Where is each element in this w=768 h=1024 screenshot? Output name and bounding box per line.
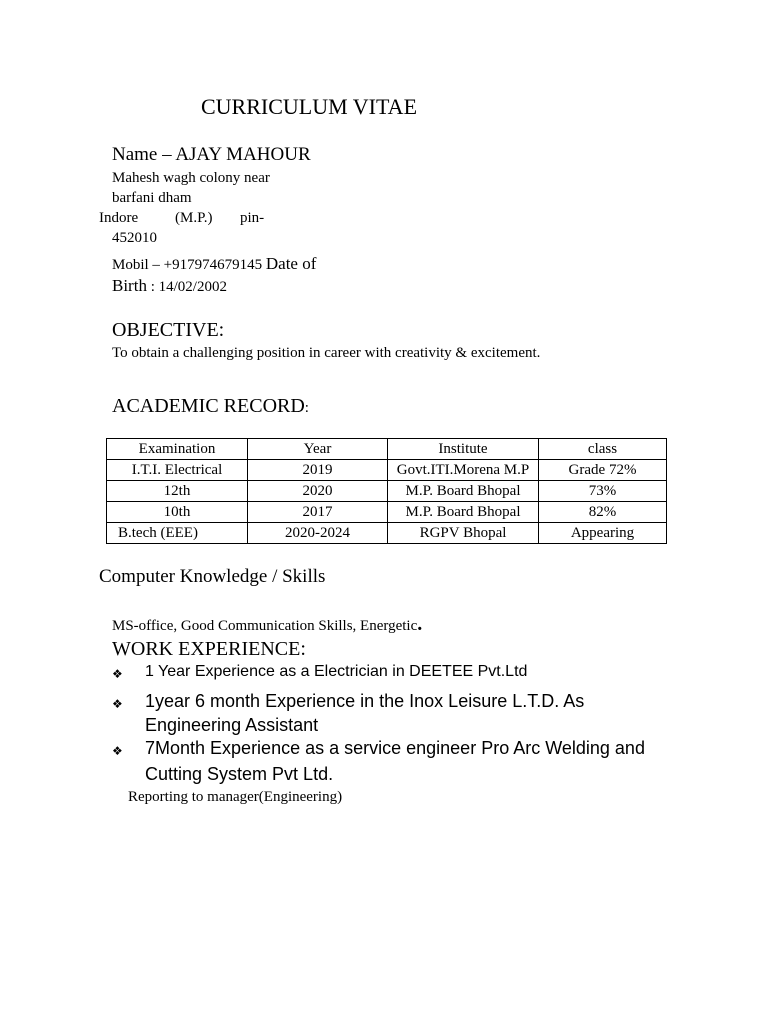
table-row [107,460,667,481]
table-cell: Grade 72% [539,460,667,481]
table-row [107,481,667,502]
table-cell: 73% [539,481,667,502]
work-item-text: 1 Year Experience as a Electrician in DEETEE Pvt.Ltd [145,663,528,680]
table-cell: I.T.I. Electrical [107,460,248,481]
address-state: (M.P.) [175,210,213,226]
address-line-1: Mahesh wagh colony near [112,170,270,186]
skills-heading: Computer Knowledge / Skills [99,566,326,587]
table-cell: 2020 [248,481,388,502]
column-header: Examination [107,439,248,460]
dob-line [112,276,227,296]
dob-value: : 14/02/2002 [150,279,227,295]
column-header: Institute [388,439,539,460]
bullet-icon: ❖ [112,744,123,758]
bullet-icon: ❖ [112,697,123,711]
candidate-name: Name – AJAY MAHOUR [112,144,311,165]
academic-heading [112,395,309,418]
address-line-2: barfani dham [112,190,192,206]
academic-heading-colon: : [304,400,309,416]
objective-text: To obtain a challenging position in career with creativity & excitement. [112,345,541,361]
work-item-text: 7Month Experience as a service engineer Pro Arc Welding and [145,738,645,758]
work-item-text-cont: Engineering Assistant [145,715,319,735]
work-item-text-cont: Cutting System Pvt Ltd. [145,764,334,784]
address-pin-label: pin- [240,210,265,226]
column-header: Year [248,439,388,460]
table-cell: Appearing [539,523,667,544]
table-cell: 2019 [248,460,388,481]
table-cell: M.P. Board Bhopal [388,481,539,502]
dob-label: Date of [265,254,317,273]
objective-heading: OBJECTIVE: [112,319,225,341]
table-cell: 12th [107,481,248,502]
table-cell: 2020-2024 [248,523,388,544]
mobile-number: Mobil – +917974679145 [112,257,263,273]
table-cell: 10th [107,502,248,523]
skills-text-end: . [417,613,423,635]
work-note: Reporting to manager(Engineering) [128,789,343,805]
table-cell: M.P. Board Bhopal [388,502,539,523]
table-row [107,502,667,523]
dob-label-cont: Birth [112,276,147,295]
skills-text-line [112,613,422,636]
work-heading: WORK EXPERIENCE: [112,638,306,660]
column-header: class [539,439,667,460]
academic-heading-text: ACADEMIC RECORD [112,395,305,417]
table-cell: 2017 [248,502,388,523]
table-cell: RGPV Bhopal [388,523,539,544]
table-cell: B.tech (EEE) [107,523,248,544]
academic-table [106,438,667,544]
work-item-text: 1year 6 month Experience in the Inox Leisure L.T.D. As [145,691,585,711]
mobile-line [112,254,316,274]
page-title: CURRICULUM VITAE [201,94,418,119]
skills-text: MS-office, Good Communication Skills, Energetic [112,618,418,634]
table-header-row [107,439,667,460]
address-city: Indore [99,210,139,226]
table-row [107,523,667,544]
address-pin: 452010 [112,230,157,246]
bullet-icon: ❖ [112,667,123,681]
table-cell: 82% [539,502,667,523]
table-cell: Govt.ITI.Morena M.P [388,460,539,481]
